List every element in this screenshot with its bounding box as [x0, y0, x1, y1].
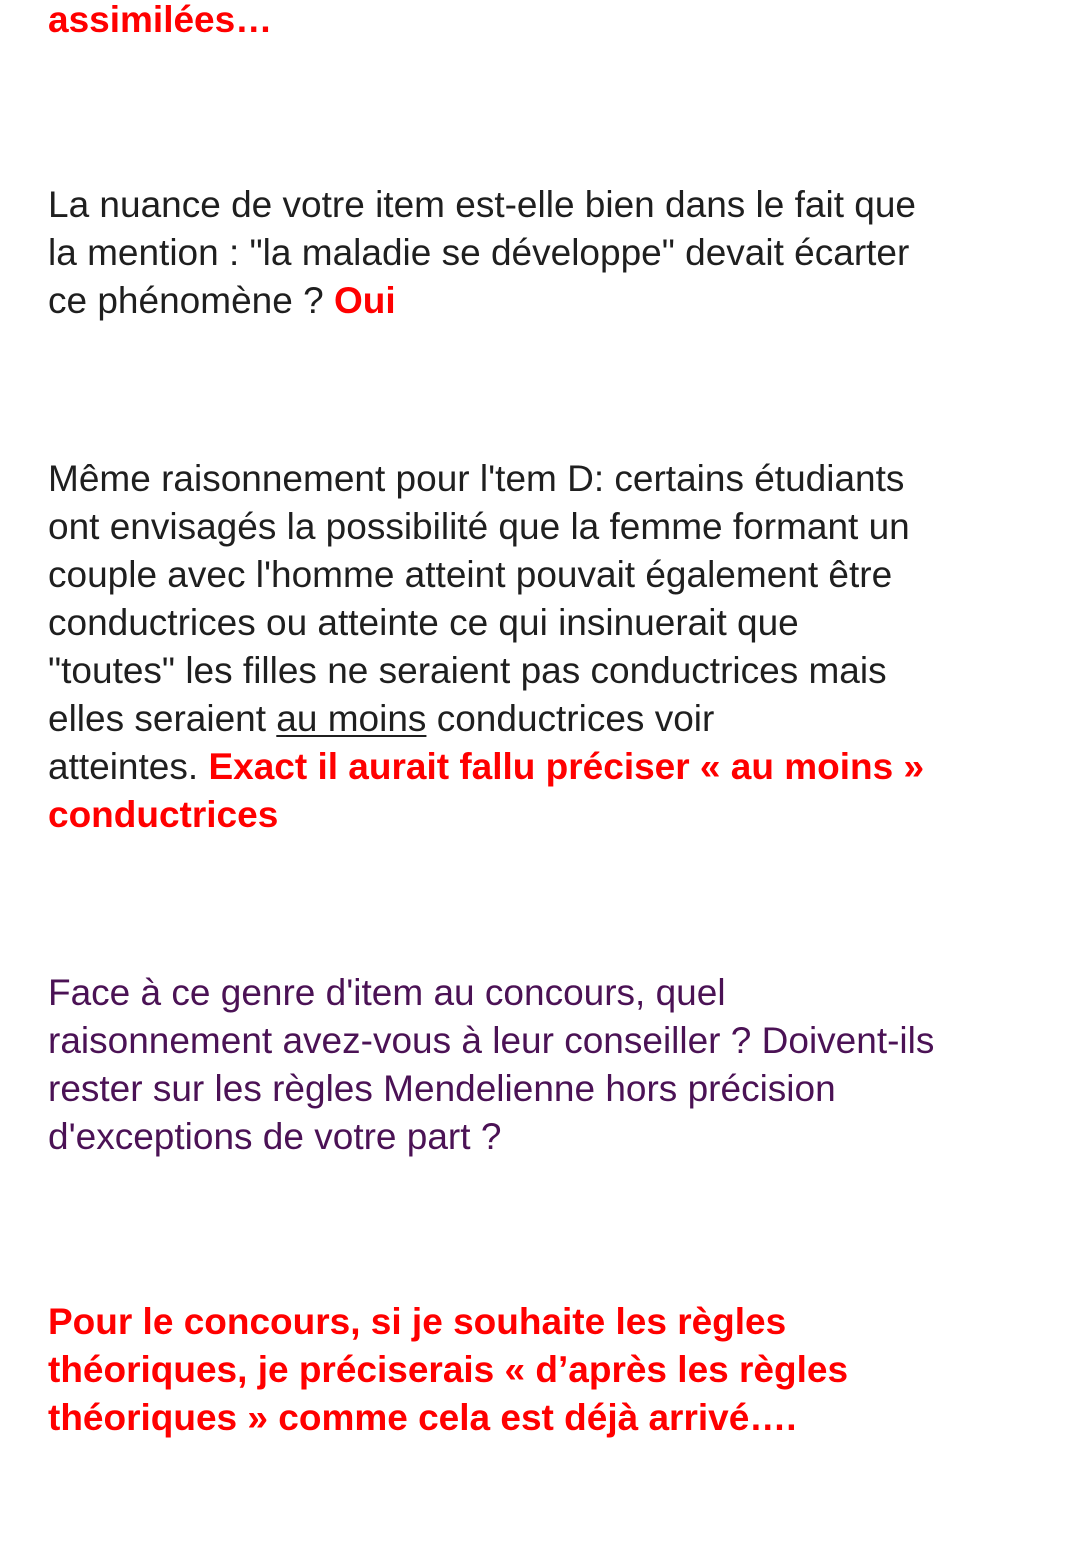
question-line: atteintes. — [48, 746, 209, 787]
answer-line: théoriques, je préciserais « d’après les règles — [48, 1349, 849, 1390]
answer-paragraph-assimilees — [48, 0, 1038, 44]
underlined-text: au moins — [276, 698, 427, 739]
question-paragraph-nuance — [48, 181, 1038, 325]
answer-line: théoriques » comme cela est déjà arrivé…. — [48, 1397, 797, 1438]
answer-text: Oui — [333, 280, 396, 321]
question-line: couple avec l'homme atteint pouvait également être — [48, 554, 893, 595]
question-line: "toutes" les filles ne seraient pas conductrices mais — [48, 650, 887, 691]
question-line: elles seraient — [48, 698, 277, 739]
question-paragraph-item-d — [48, 455, 1038, 839]
question-line: ont envisagés la possibilité que la femme formant un — [48, 506, 910, 547]
question-line: ce phénomène ? — [48, 280, 334, 321]
question-line: Même raisonnement pour l'tem D: certains étudiants — [48, 458, 905, 499]
answer-text: conductrices — [48, 794, 279, 835]
question-line: Face à ce genre d'item au concours, quel — [48, 972, 726, 1013]
question-line: rester sur les règles Mendelienne hors précision — [48, 1068, 836, 1109]
question-line: la mention : "la maladie se développe" devait écarter — [48, 232, 910, 273]
question-paragraph-concours — [48, 969, 1038, 1161]
answer-text: Exact il aurait fallu préciser « au moins » — [208, 746, 925, 787]
question-line: d'exceptions de votre part ? — [48, 1116, 502, 1157]
answer-text: assimilées… — [48, 0, 273, 40]
question-line: conductrices ou atteinte ce qui insinuerait que — [48, 602, 799, 643]
answer-line: Pour le concours, si je souhaite les règles — [48, 1301, 787, 1342]
question-line: conductrices voir — [426, 698, 715, 739]
answer-paragraph-concours — [48, 1298, 1038, 1442]
question-line: La nuance de votre item est-elle bien dans le fait que — [48, 184, 917, 225]
question-line: raisonnement avez-vous à leur conseiller ? Doivent-ils — [48, 1020, 935, 1061]
